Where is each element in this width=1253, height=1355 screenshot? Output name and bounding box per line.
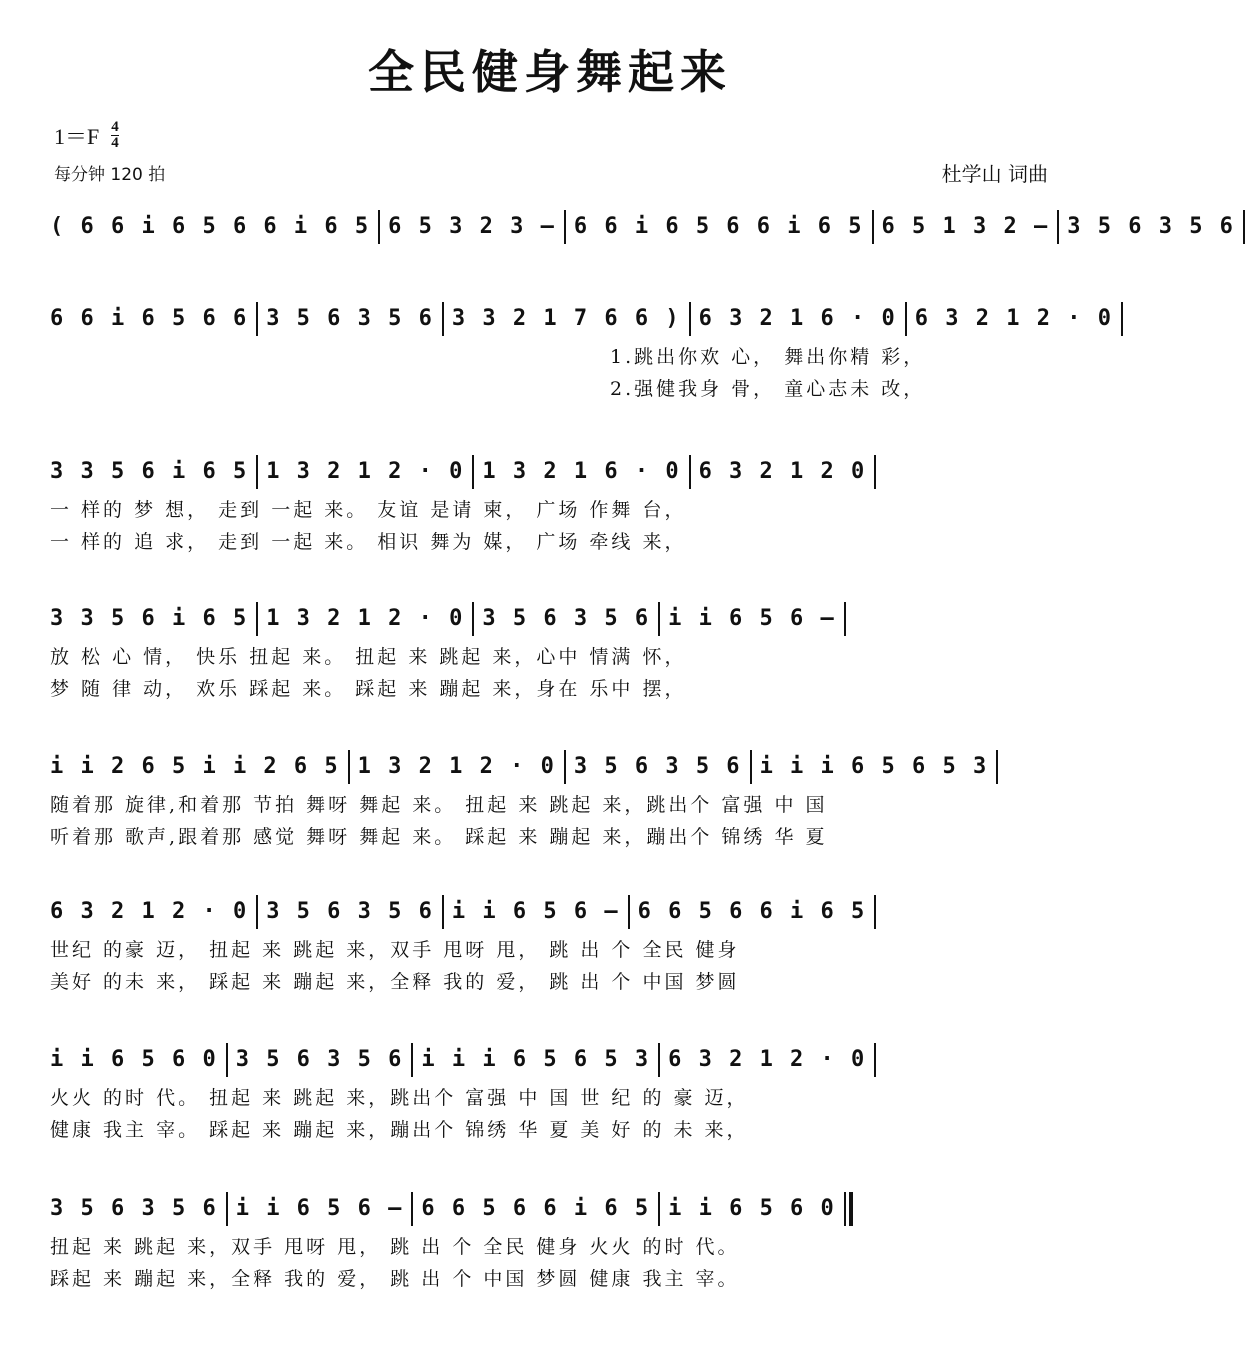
- measure: 3 3 2 1 7 6 6 ): [451, 306, 681, 331]
- measure: 3 5 6 3 5 6: [482, 606, 651, 631]
- key-label: 1＝F: [54, 124, 100, 149]
- barline: [564, 210, 566, 244]
- barline: [750, 750, 752, 784]
- measure: i i 6 5 6 0: [50, 1047, 218, 1072]
- measure: 1 3 2 1 2 · 0: [266, 459, 465, 484]
- lyric-line: 1.跳出你欢 心， 舞出你精 彩，: [610, 346, 926, 368]
- notes-line: [50, 1192, 1050, 1232]
- measure: 3 5 6 3 5 6: [50, 1196, 218, 1221]
- barline: [689, 302, 691, 336]
- barline: [411, 1192, 413, 1226]
- notes-line: [50, 750, 1050, 790]
- lyric-line: 梦 随 律 动， 欢乐 踩起 来。 踩起 来 蹦起 来，身在 乐中 摆，: [50, 678, 687, 700]
- lyric-line: 一 样的 梦 想， 走到 一起 来。 友谊 是请 柬， 广场 作舞 台，: [50, 499, 687, 521]
- barline: [658, 1192, 660, 1226]
- barline: [411, 1043, 413, 1077]
- measure: 1 3 2 1 2 · 0: [357, 754, 556, 779]
- song-title: 全民健身舞起来: [368, 45, 732, 99]
- barline: [442, 302, 444, 336]
- lyric-line: 火火 的时 代。 扭起 来 跳起 来，跳出个 富强 中 国 世 纪 的 豪 迈，: [50, 1087, 749, 1109]
- measure: i i i 6 5 6 5 3: [759, 754, 989, 779]
- barline: [1057, 210, 1059, 244]
- barline: [256, 455, 258, 489]
- notation-system: [50, 1192, 1050, 1296]
- notation-system: [50, 602, 1050, 706]
- lyric-line: 2.强健我身 骨， 童心志未 改，: [610, 378, 926, 400]
- measure: 3 5 6 3 5 6: [573, 754, 742, 779]
- measure: 3 5 6 3 5 6: [1067, 214, 1235, 239]
- lyric-line: 扭起 来 跳起 来，双手 甩呀 甩， 跳 出 个 全民 健身 火火 的时 代。: [50, 1236, 740, 1258]
- measure: 3 3 5 6 i 6 5: [50, 606, 249, 631]
- barline: [256, 895, 258, 929]
- measure: 6 5 1 3 2 –: [881, 214, 1050, 239]
- tempo-marking: 每分钟 120 拍: [54, 165, 166, 185]
- measure: 6 6 i 6 5 6 6: [50, 306, 249, 331]
- measure: i i 2 6 5 i i 2 6 5: [50, 754, 340, 779]
- barline: [658, 602, 660, 636]
- measure: 3 5 6 3 5 6: [266, 306, 434, 331]
- barline: [872, 210, 874, 244]
- notes-line: [50, 1043, 1050, 1083]
- barline: [378, 210, 380, 244]
- notation-system: [50, 455, 1050, 559]
- measure: 6 3 2 1 6 · 0: [698, 306, 897, 331]
- notes-line: [50, 895, 1050, 935]
- lyric-line: 美好 的未 来， 踩起 来 蹦起 来，全释 我的 爱， 跳 出 个 中国 梦圆: [50, 971, 740, 993]
- notes-line: [50, 602, 1050, 642]
- lyric-line: 放 松 心 情， 快乐 扭起 来。 扭起 来 跳起 来，心中 情满 怀，: [50, 646, 687, 668]
- measure: i i 6 5 6 –: [451, 899, 620, 924]
- lyric-line: 踩起 来 蹦起 来，全释 我的 爱， 跳 出 个 中国 梦圆 健康 我主 宰。: [50, 1268, 740, 1290]
- barline: [874, 1043, 876, 1077]
- notation-system: [50, 210, 1235, 314]
- measure: i i i 6 5 6 5 3: [421, 1047, 651, 1072]
- barline: [996, 750, 998, 784]
- measure: i i 6 5 6 –: [235, 1196, 404, 1221]
- lyric-line: 听着那 歌声,跟着那 感觉 舞呀 舞起 来。 踩起 来 蹦起 来，蹦出个 锦绣 华 夏: [50, 826, 828, 848]
- measure: 6 3 2 1 2 · 0: [50, 899, 249, 924]
- measure: i i 6 5 6 –: [668, 606, 836, 631]
- notation-system: [50, 1043, 1050, 1147]
- key-signature: [54, 120, 119, 151]
- time-top: 4: [111, 119, 119, 135]
- barline: [564, 750, 566, 784]
- lyric-line: 随着那 旋律,和着那 节拍 舞呀 舞起 来。 扭起 来 跳起 来，跳出个 富强 中 国: [50, 794, 828, 816]
- barline: [472, 602, 474, 636]
- notation-system: [50, 895, 1050, 999]
- measure: 6 6 i 6 5 6 6 i 6 5: [573, 214, 864, 239]
- measure: 6 6 5 6 6 i 6 5: [637, 899, 867, 924]
- barline: [1121, 302, 1123, 336]
- barline: [1243, 210, 1245, 244]
- measure: ( 6 6 i 6 5 6 6 i 6 5: [50, 214, 371, 239]
- barline: [226, 1043, 228, 1077]
- time-bottom: 4: [111, 135, 119, 151]
- lyric-line: 一 样的 追 求， 走到 一起 来。 相识 舞为 媒， 广场 牵线 来，: [50, 531, 687, 553]
- lyric-line: 世纪 的豪 迈， 扭起 来 跳起 来，双手 甩呀 甩， 跳 出 个 全民 健身: [50, 939, 740, 961]
- notes-line: [50, 302, 1113, 342]
- final-barline: [844, 1192, 853, 1226]
- measure: 6 6 5 6 6 i 6 5: [421, 1196, 651, 1221]
- lyric-line: 健康 我主 宰。 踩起 来 蹦起 来，蹦出个 锦绣 华 夏 美 好 的 未 来，: [50, 1119, 749, 1141]
- notation-system: [50, 750, 1050, 854]
- measure: 3 5 6 3 5 6: [235, 1047, 404, 1072]
- measure: 6 3 2 1 2 · 0: [668, 1047, 867, 1072]
- barline: [874, 455, 876, 489]
- barline: [348, 750, 350, 784]
- barline: [472, 455, 474, 489]
- measure: 6 3 2 1 2 · 0: [914, 306, 1113, 331]
- measure: i i 6 5 6 0: [668, 1196, 836, 1221]
- notes-line: [50, 455, 1050, 495]
- barline: [628, 895, 630, 929]
- time-signature: [111, 120, 119, 151]
- barline: [658, 1043, 660, 1077]
- barline: [442, 895, 444, 929]
- measure: 6 5 3 2 3 –: [388, 214, 556, 239]
- measure: 3 5 6 3 5 6: [266, 899, 434, 924]
- barline: [689, 455, 691, 489]
- barline: [905, 302, 907, 336]
- barline: [226, 1192, 228, 1226]
- measure: 3 3 5 6 i 6 5: [50, 459, 249, 484]
- measure: 6 3 2 1 2 0: [698, 459, 867, 484]
- barline: [256, 602, 258, 636]
- measure: 1 3 2 1 6 · 0: [482, 459, 681, 484]
- barline: [874, 895, 876, 929]
- barline: [256, 302, 258, 336]
- barline: [844, 602, 846, 636]
- notes-line: [50, 210, 1235, 250]
- lyric-line: [50, 250, 1050, 282]
- measure: 1 3 2 1 2 · 0: [266, 606, 465, 631]
- notation-system: [50, 302, 1113, 406]
- composer-credit: 杜学山 词曲: [941, 162, 1048, 186]
